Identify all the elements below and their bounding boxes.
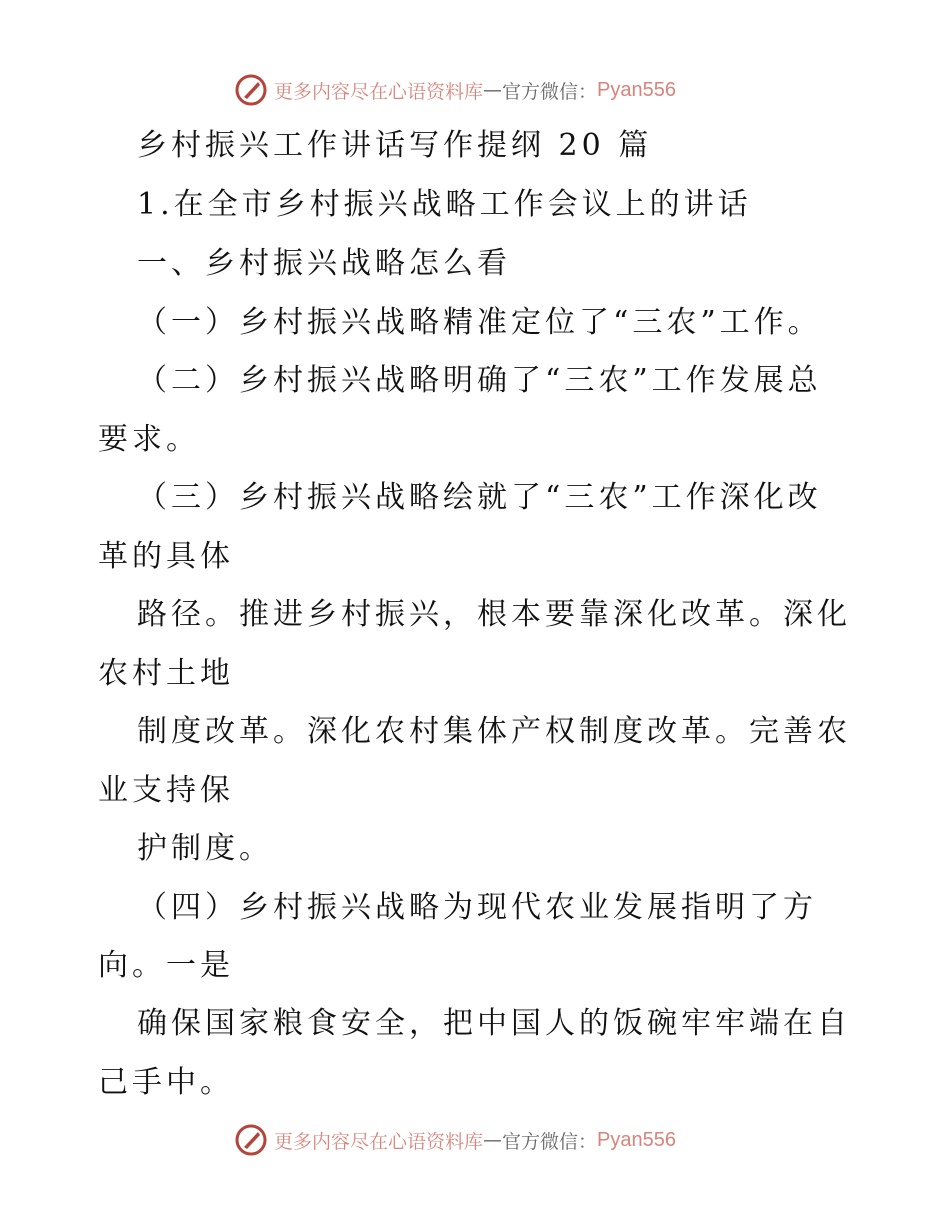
watermark-wechat: 官方微信：: [502, 1130, 598, 1153]
watermark-sep: —: [483, 1129, 503, 1151]
paragraph-line: 农村土地: [98, 656, 234, 691]
paragraph-line: 制度改革。深化农村集体产权制度改革。完善农: [137, 714, 851, 749]
paragraph-line: （四）乡村振兴战略为现代农业发展指明了方: [137, 890, 817, 925]
pen-logo-icon: [234, 1123, 268, 1157]
paragraph-line: （一）乡村振兴战略精准定位了“三农”工作。: [137, 305, 822, 340]
paragraph-line: 革的具体: [98, 539, 234, 574]
paragraph-line: 确保国家粮食安全，把中国人的饭碗牢牢端在自: [137, 1006, 851, 1041]
paragraph-line: 向。一是: [98, 948, 234, 983]
watermark-id: Pyan556: [597, 1128, 676, 1151]
paragraph-line: 护制度。: [137, 831, 273, 866]
paragraph-line: 己手中。: [98, 1065, 234, 1100]
subheading: 一、乡村振兴战略怎么看: [137, 246, 511, 281]
watermark-id: Pyan556: [597, 78, 676, 101]
paragraph-line: 业支持保: [98, 773, 234, 808]
watermark-sep: —: [483, 79, 503, 101]
watermark-wechat: 官方微信：: [502, 80, 598, 103]
section-heading: 1.在全市乡村振兴战略工作会议上的讲话: [137, 187, 752, 222]
paragraph-line: （三）乡村振兴战略绘就了“三农”工作深化改: [137, 480, 822, 515]
pen-logo-icon: [234, 73, 268, 107]
header-watermark: [234, 73, 676, 107]
watermark-text: 更多内容尽在心语资料库: [274, 80, 484, 103]
paragraph-line: 路径。推进乡村振兴，根本要靠深化改革。深化: [137, 597, 851, 632]
footer-watermark: [234, 1123, 676, 1157]
watermark-text: 更多内容尽在心语资料库: [274, 1130, 484, 1153]
paragraph-line: 要求。: [98, 422, 200, 457]
doc-title: 乡村振兴工作讲话写作提纲 20 篇: [137, 128, 653, 163]
paragraph-line: （二）乡村振兴战略明确了“三农”工作发展总: [137, 363, 822, 398]
